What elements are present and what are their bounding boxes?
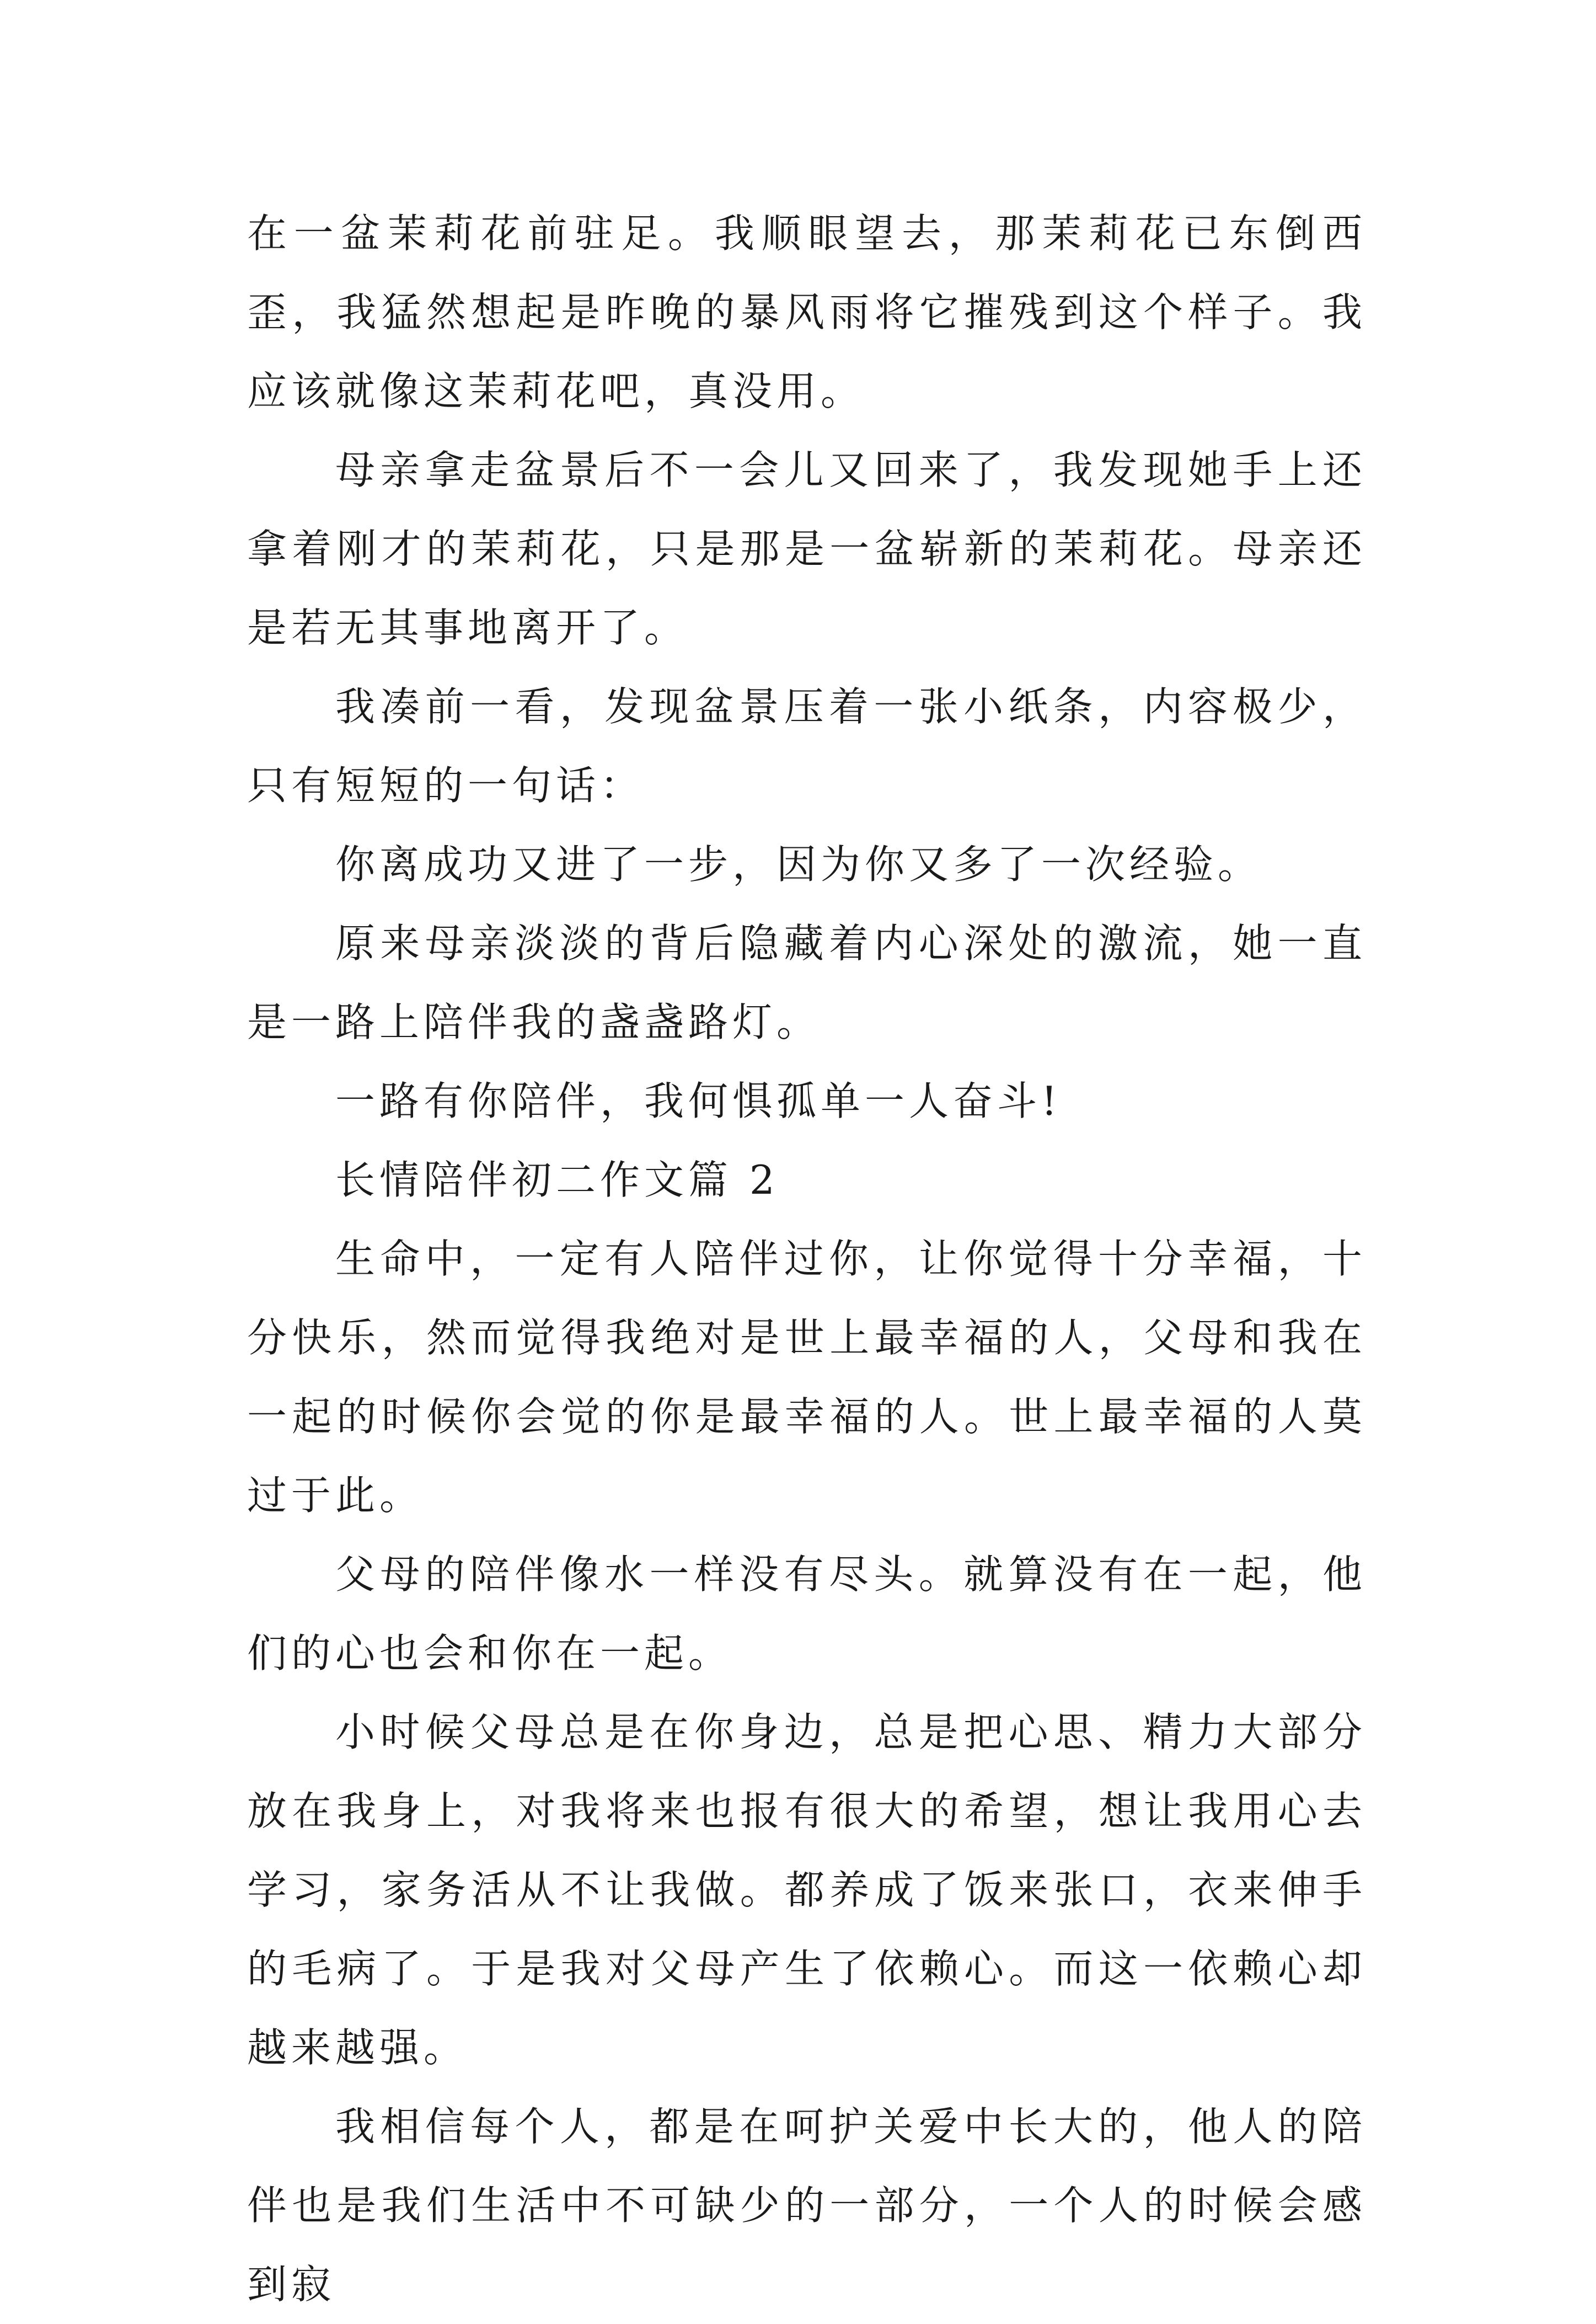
- paragraph: 在一盆茉莉花前驻足。我顺眼望去，那茉莉花已东倒西歪，我猛然想起是昨晚的暴风雨将它摧残到这个样子。我应该就像这茉莉花吧，真没用。: [247, 210, 1367, 414]
- paragraph: 小时候父母总是在你身边，总是把心思、精力大部分放在我身上，对我将来也报有很大的希望，想让我用心去学习，家务活从不让我做。都养成了饭来张口，衣来伸手的毛病了。于是我对父母产生了依赖心。而这一依赖心却越来越强。: [247, 1709, 1367, 2071]
- paragraph: 一路有你陪伴，我何惧孤单一人奋斗!: [335, 1078, 1062, 1124]
- paragraph: 生命中，一定有人陪伴过你，让你觉得十分幸福，十分快乐，然而觉得我绝对是世上最幸福的人，父母和我在一起的时候你会觉的你是最幸福的人。世上最幸福的人莫过于此。: [247, 1236, 1367, 1519]
- paragraph: 原来母亲淡淡的背后隐藏着内心深处的激流，她一直是一路上陪伴我的盏盏路灯。: [247, 920, 1367, 1045]
- document-body: [247, 194, 1367, 2324]
- paragraph: 我相信每个人，都是在呵护关爱中长大的，他人的陪伴也是我们生活中不可缺少的一部分，一个人的时候会感到寂: [247, 2103, 1367, 2307]
- paragraph: 母亲拿走盆景后不一会儿又回来了，我发现她手上还拿着刚才的茉莉花，只是那是一盆崭新的茉莉花。母亲还是若无其事地离开了。: [247, 447, 1367, 651]
- paragraph: 你离成功又进了一步，因为你又多了一次经验。: [335, 841, 1262, 888]
- paragraph: 父母的陪伴像水一样没有尽头。就算没有在一起，他们的心也会和你在一起。: [247, 1551, 1367, 1676]
- paragraph: 我凑前一看，发现盆景压着一张小纸条，内容极少，只有短短的一句话：: [247, 683, 1367, 809]
- section-heading: 长情陪伴初二作文篇 2: [335, 1157, 779, 1203]
